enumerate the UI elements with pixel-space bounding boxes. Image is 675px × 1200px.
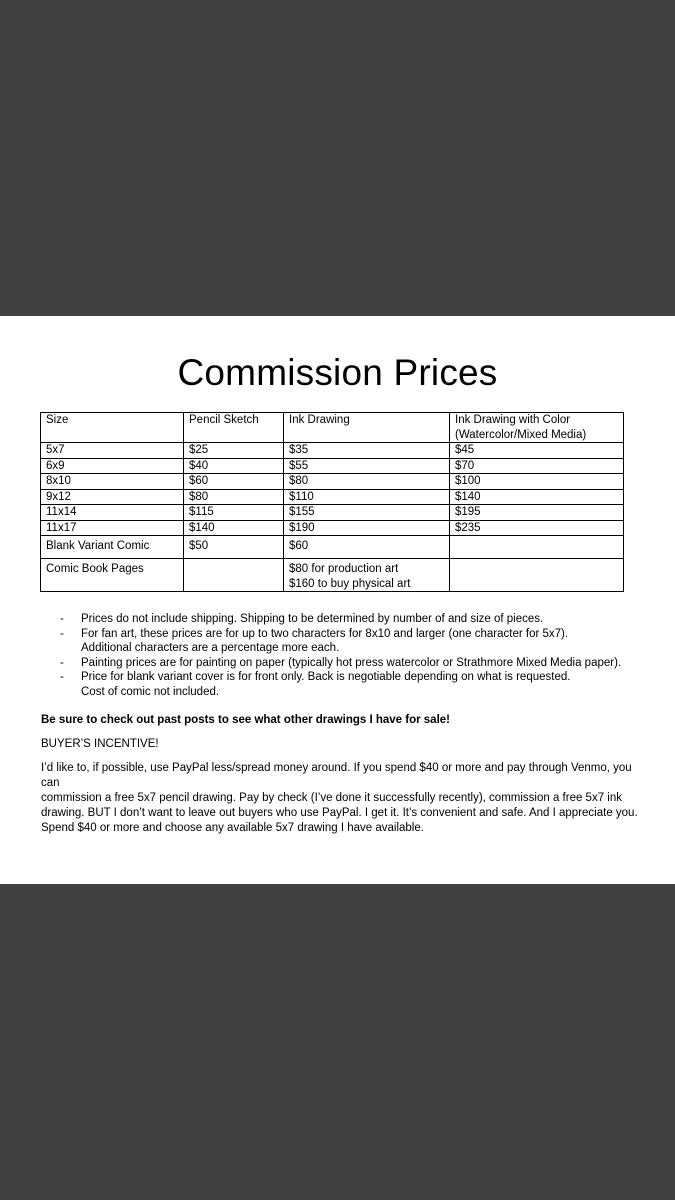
- header-ink-color: Ink Drawing with Color (Watercolor/Mixed Media): [450, 413, 624, 443]
- check-past-posts-note: Be sure to check out past posts to see what other drawings I have for sale!: [41, 714, 450, 726]
- cell-color: [450, 559, 624, 592]
- cell-ink: $35: [284, 443, 450, 459]
- cell-ink: $110: [284, 489, 450, 505]
- cell-color: $45: [450, 443, 624, 459]
- cell-ink: $190: [284, 520, 450, 536]
- bullet-dash: -: [60, 671, 64, 683]
- cell-color: $100: [450, 474, 624, 490]
- cell-size: Comic Book Pages: [41, 559, 184, 592]
- incentive-heading: BUYER’S INCENTIVE!: [41, 738, 159, 750]
- comic-pages-production-price: $80 for production art: [289, 563, 399, 575]
- bullet-dash: -: [60, 627, 64, 640]
- list-item: [60, 656, 640, 671]
- table-row: [41, 536, 624, 559]
- header-size: Size: [41, 413, 184, 443]
- table-row: [41, 443, 624, 459]
- bullet-dash: -: [60, 656, 64, 669]
- bullet-dash: -: [60, 613, 64, 625]
- notes-list: [60, 612, 640, 699]
- bullet-text-cont: Additional characters are a percentage more each.: [81, 642, 340, 654]
- bullet-text: For fan art, these prices are for up to two characters for 8x10 and larger (one character for 5x7).: [81, 627, 569, 640]
- table-row: [41, 520, 624, 536]
- cell-size: 6x9: [41, 458, 184, 474]
- cell-size: 9x12: [41, 489, 184, 505]
- table-header-row: [41, 413, 624, 443]
- cell-size: 11x14: [41, 505, 184, 521]
- cell-ink: $80: [284, 474, 450, 490]
- table-row: [41, 458, 624, 474]
- cell-size: 11x17: [41, 520, 184, 536]
- incentive-paragraph: [41, 761, 641, 836]
- cell-color: $195: [450, 505, 624, 521]
- table-row: [41, 474, 624, 490]
- bullet-text-cont: Cost of comic not included.: [81, 685, 220, 698]
- cell-ink: $55: [284, 458, 450, 474]
- cell-pencil: $25: [184, 443, 284, 459]
- list-item: [60, 627, 640, 656]
- table-row: [41, 559, 624, 592]
- incentive-line: I’d like to, if possible, use PayPal less/spread money around. If you spend $40 or more and pay through Venmo, you can: [41, 762, 632, 789]
- cell-size: 8x10: [41, 474, 184, 490]
- incentive-line: commission a free 5x7 pencil drawing. Pay by check (I’ve done it successfully recently), commission a free 5x7 ink: [41, 792, 622, 804]
- table-row: [41, 489, 624, 505]
- cell-pencil: $40: [184, 458, 284, 474]
- cell-pencil: $50: [184, 536, 284, 559]
- bullet-text: Painting prices are for painting on paper (typically hot press watercolor or Strathmore Mixed Media paper).: [81, 656, 622, 669]
- cell-pencil: $80: [184, 489, 284, 505]
- cell-color: $140: [450, 489, 624, 505]
- cell-pencil: $60: [184, 474, 284, 490]
- comic-pages-physical-price: $160 to buy physical art: [289, 577, 411, 590]
- list-item: [60, 612, 640, 627]
- price-table: [40, 412, 624, 592]
- cell-ink: [284, 559, 450, 592]
- cell-pencil: [184, 559, 284, 592]
- bullet-text: Price for blank variant cover is for front only. Back is negotiable depending on what is requested.: [81, 671, 571, 683]
- bullet-text: Prices do not include shipping. Shipping to be determined by number of and size of pieces.: [81, 613, 544, 625]
- incentive-line: Spend $40 or more and choose any available 5x7 drawing I have available.: [41, 822, 424, 834]
- cell-pencil: $115: [184, 505, 284, 521]
- cell-color: $70: [450, 458, 624, 474]
- cell-size: Blank Variant Comic: [41, 536, 184, 559]
- cell-size: 5x7: [41, 443, 184, 459]
- header-pencil-sketch: Pencil Sketch: [184, 413, 284, 443]
- cell-ink: $60: [284, 536, 450, 559]
- page-title: Commission Prices: [177, 352, 498, 393]
- incentive-line: drawing. BUT I don’t want to leave out buyers who use PayPal. I get it. It’s convenient and safe. And I appreciate you.: [41, 807, 638, 819]
- document-page: [0, 316, 675, 884]
- cell-color: [450, 536, 624, 559]
- cell-ink: $155: [284, 505, 450, 521]
- header-ink-drawing: Ink Drawing: [284, 413, 450, 443]
- table-row: [41, 505, 624, 521]
- cell-pencil: $140: [184, 520, 284, 536]
- list-item: [60, 670, 640, 699]
- cell-color: $235: [450, 520, 624, 536]
